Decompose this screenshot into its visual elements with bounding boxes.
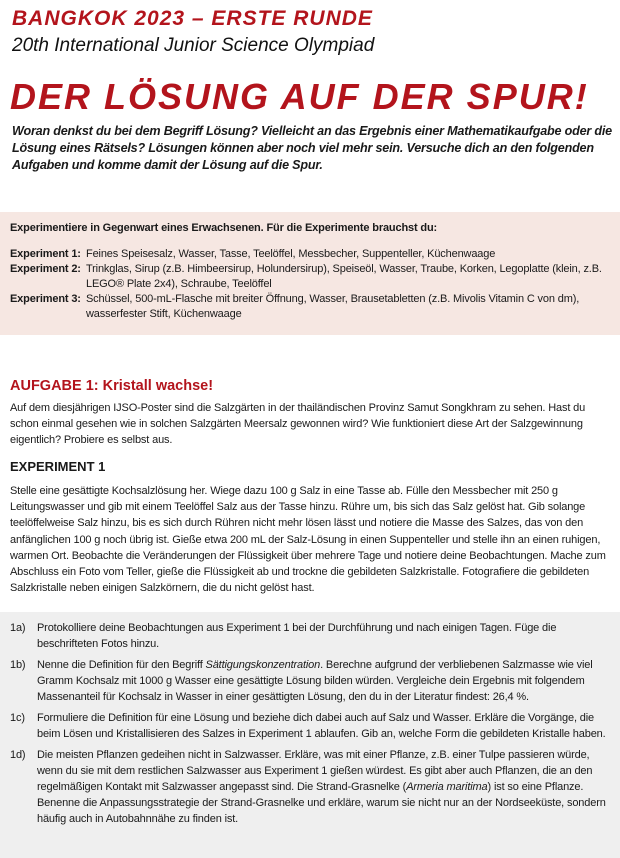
materials-text: Feines Speisesalz, Wasser, Tasse, Teelöffel, Messbecher, Suppenteller, Küchenwaage xyxy=(86,248,496,260)
question-number: 1c) xyxy=(10,712,25,724)
materials-item xyxy=(10,292,610,322)
task-text: Auf dem diesjährigen IJSO-Poster sind die Salzgärten in der thailändischen Provinz Samut Songkhram zu sehen. Hast du schon einmal gesehen wie in solchen Salzgärten Meersalz gewonnen wird? Wie funktioniert diese Art der Salzgewinnung eigentlich? Probiere es selbst aus. xyxy=(10,402,586,446)
materials-label: Experiment 3: xyxy=(10,293,81,305)
competition-subtitle: 20th International Junior Science Olympiad xyxy=(12,35,375,56)
question-number: 1a) xyxy=(10,622,26,634)
question-text: Nenne die Definition für den Begriff Sättigungskonzentration. Berechne aufgrund der verbliebenen Salzmasse wie viel Gramm Kochsalz mit 1000 g Wasser eine gesättigte Lösung bilden würden. Vergleiche dein Ergebnis mit folgendem Massenanteil für Kochsalz in Wasser in einer gesättigten Lösung, den du in der Literatur findest: 26,4 %. xyxy=(37,659,593,703)
question-text: Die meisten Pflanzen gedeihen nicht in Salzwasser. Erkläre, was mit einer Pflanze, z.B. einer Tulpe passieren würde, wenn du sie mit dem restlichen Salzwasser aus Experiment 1 gießen würdest. Es gibt aber auch Pflanzen, die an den regelmäßigen Kontakt mit Salzwasser angepasst sind. Die Strand-Grasnelke (Armeria maritima) ist so eine Pflanze. Benenne die Anpassungsstrategie der Strand-Grasnelke und erkläre, warum sie nicht nur an der Nordseeküste, sondern häufig auch in Autobahnnähe zu finden ist. xyxy=(37,749,606,825)
questions-box xyxy=(0,612,620,858)
materials-text: Trinkglas, Sirup (z.B. Himbeersirup, Holundersirup), Speiseöl, Wasser, Traube, Korken, Legoplatte (klein, z.B. LEGO® Plate 2x4), Schraube, Teelöffel xyxy=(86,263,602,290)
task-heading: AUFGABE 1: Kristall wachse! xyxy=(10,378,214,394)
page-title: DER LÖSUNG AUF DER SPUR! xyxy=(10,76,589,117)
question-item xyxy=(10,747,610,827)
materials-label: Experiment 2: xyxy=(10,263,81,275)
materials-label: Experiment 1: xyxy=(10,248,81,260)
question-number: 1b) xyxy=(10,659,26,671)
term-emphasis: Sättigungskonzentration xyxy=(205,659,321,671)
experiment-heading: EXPERIMENT 1 xyxy=(10,459,106,474)
materials-box xyxy=(0,212,620,335)
question-item xyxy=(10,710,610,742)
materials-text: Schüssel, 500-mL-Flasche mit breiter Öffnung, Wasser, Brausetabletten (z.B. Mivolis Vitamin C von dm), wasserfester Stift, Küchenwaage xyxy=(86,293,580,320)
intro-text: Woran denkst du bei dem Begriff Lösung? Vielleicht an das Ergebnis einer Mathematikaufgabe oder die Lösung eines Rätsels? Lösungen können aber noch viel mehr sein. Versuche dich an den folgenden Aufgaben und komme damit der Lösung auf die Spur. xyxy=(12,124,612,172)
materials-item xyxy=(10,262,610,292)
question-item xyxy=(10,657,610,705)
species-emphasis: Armeria maritima xyxy=(406,781,488,793)
question-text: Formuliere die Definition für eine Lösung und beziehe dich dabei auch auf Salz und Wasser. Erkläre die Vorgänge, die beim Lösen und Kristallisieren des Salzes in Experiment 1 ablaufen. Gib an, welche Form die gebildeten Kristalle haben. xyxy=(37,712,606,740)
competition-title: BANGKOK 2023 – ERSTE RUNDE xyxy=(12,7,373,30)
question-item xyxy=(10,620,610,652)
question-number: 1d) xyxy=(10,749,26,761)
materials-item xyxy=(10,247,610,262)
materials-lead: Experimentiere in Gegenwart eines Erwachsenen. Für die Experimente brauchst du: xyxy=(10,222,438,234)
question-text: Protokolliere deine Beobachtungen aus Experiment 1 bei der Durchführung und nach einigen Tagen. Füge die beschrifteten Fotos hinzu. xyxy=(37,622,557,650)
experiment-text: Stelle eine gesättigte Kochsalzlösung her. Wiege dazu 100 g Salz in eine Tasse ab. Fülle den Messbecher mit 250 g Leitungswasser und gib mit einem Teelöffel Salz aus der Tasse hinzu. Rühre um, bis sich das Salz gelöst hat. Gib solange teelöffelweise Salz hinzu, bis es sich durch Rühren nicht mehr lösen lässt und notiere die Masse des Salzes, das von den anfänglichen 100 g noch übrig ist. Gieße etwa 200 mL der Salz-Lösung in einen Suppenteller und stelle ihn an einen ruhigen, warmen Ort. Beobachte die Veränderungen der Flüssigkeit über mehrere Tage und notiere deine Beobachtungen. Mache zum Abschluss ein Foto vom Teller, gieße die Flüssigkeit ab und trockne die gebildeten Salzkristalle. Fotografiere die gebildeten Salzkristalle neben einigen Salzkörnern, die du nicht gelöst hast. xyxy=(10,485,606,595)
